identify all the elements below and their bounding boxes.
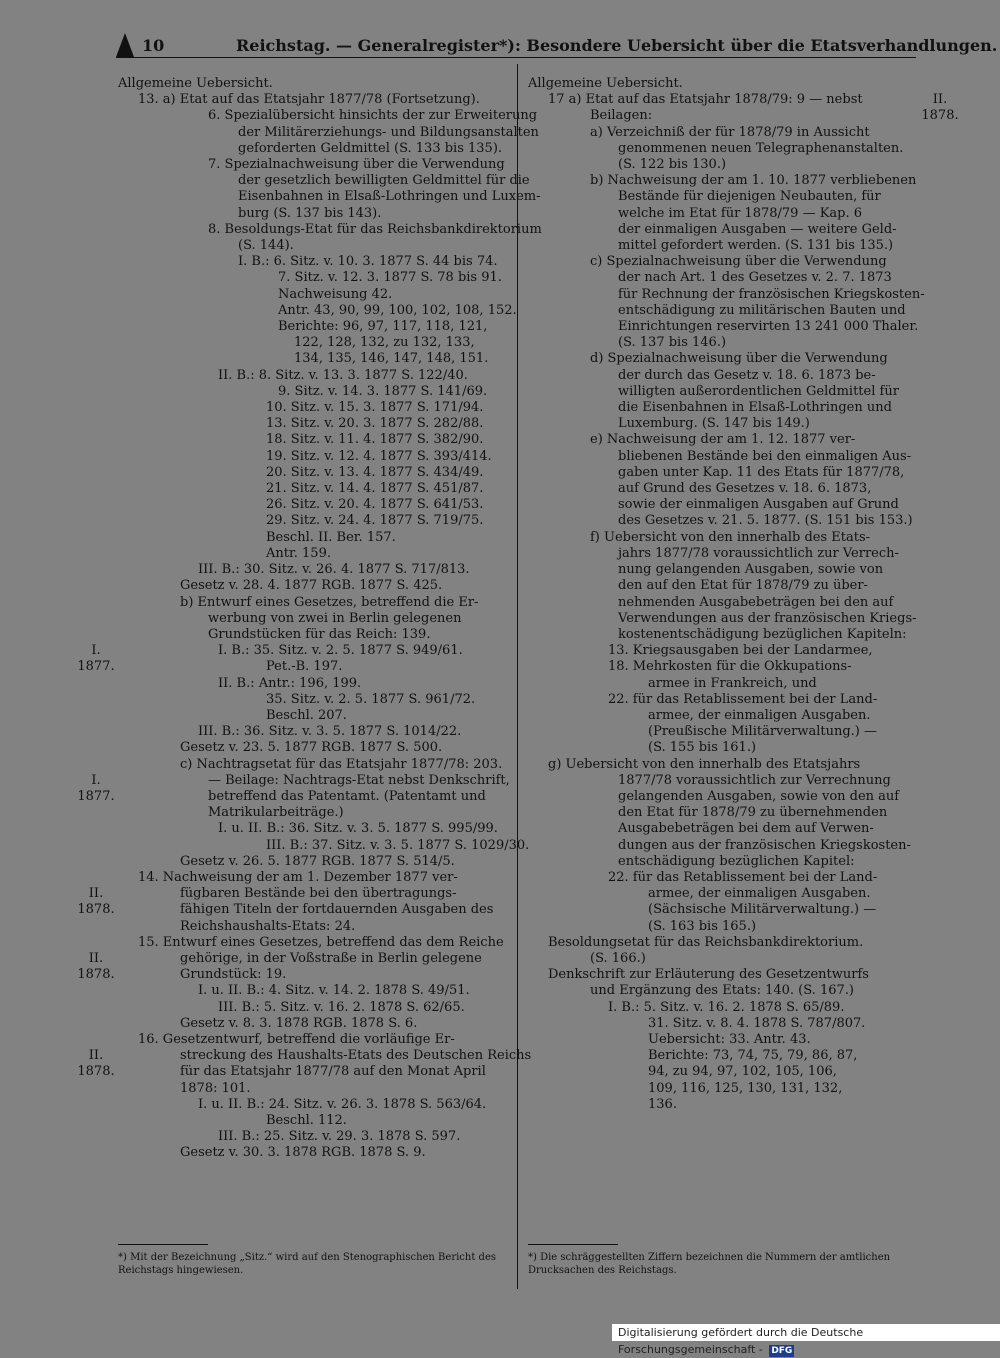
text-line: g) Uebersicht von den innerhalb des Etatsjahrs bbox=[548, 756, 861, 772]
text-line: gelangenden Ausgaben, sowie von den auf bbox=[618, 788, 900, 804]
text-line: armee, der einmaligen Ausgaben. bbox=[648, 707, 871, 723]
text-line: II. B.: Antr.: 196, 199. bbox=[218, 675, 362, 691]
margin-note-line: 1878. bbox=[77, 1064, 115, 1080]
text-line: genommenen neuen Telegraphenanstalten. bbox=[618, 140, 904, 156]
text-line: 19. Sitz. v. 12. 4. 1877 S. 393/414. bbox=[266, 448, 492, 464]
text-line: Berichte: 96, 97, 117, 118, 121, bbox=[278, 319, 488, 335]
text-line: III. B.: 5. Sitz. v. 16. 2. 1878 S. 62/65. bbox=[218, 999, 465, 1015]
text-line: armee in Frankreich, und bbox=[648, 675, 817, 691]
text-line: 29. Sitz. v. 24. 4. 1877 S. 719/75. bbox=[266, 513, 484, 529]
text-line: Beschl. 112. bbox=[266, 1113, 347, 1128]
text-line: Gesetz v. 30. 3. 1878 RGB. 1878 S. 9. bbox=[180, 1145, 426, 1161]
text-line: II. B.: 8. Sitz. v. 13. 3. 1877 S. 122/40. bbox=[218, 367, 468, 383]
text-line: 13. Kriegsausgaben bei der Landarmee, bbox=[608, 643, 873, 659]
text-line: Gesetz v. 26. 5. 1877 RGB. 1877 S. 514/5. bbox=[180, 853, 455, 869]
text-line: I. u. II. B.: 36. Sitz. v. 3. 5. 1877 S. 995/99. bbox=[218, 821, 498, 837]
text-line: a) Verzeichniß der für 1878/79 in Aussicht bbox=[590, 124, 870, 140]
text-line: I. u. II. B.: 24. Sitz. v. 26. 3. 1878 S. 563/64. bbox=[198, 1096, 487, 1112]
text-line: 14. Nachweisung der am 1. Dezember 1877 ver- bbox=[138, 869, 458, 885]
margin-note-line: II. bbox=[88, 950, 104, 966]
text-line: geforderten Geldmittel (S. 133 bis 135). bbox=[238, 140, 503, 156]
text-line: d) Spezialnachweisung über die Verwendung bbox=[590, 351, 888, 367]
text-line: 109, 116, 125, 130, 131, 132, bbox=[648, 1080, 843, 1096]
text-line: 1878: 101. bbox=[180, 1080, 251, 1096]
text-line: Gesetz v. 8. 3. 1878 RGB. 1878 S. 6. bbox=[180, 1015, 418, 1031]
text-line: 26. Sitz. v. 20. 4. 1877 S. 641/53. bbox=[266, 497, 484, 513]
text-line: 7. Sitz. v. 12. 3. 1877 S. 78 bis 91. bbox=[278, 270, 502, 286]
margin-note-line: II. bbox=[88, 886, 104, 901]
text-line: Eisenbahnen in Elsaß-Lothringen und Luxem- bbox=[238, 189, 541, 205]
text-line: mittel gefordert werden. (S. 131 bis 135.) bbox=[618, 238, 894, 254]
text-line: 8. Besoldungs-Etat für das Reichsbankdirektorium bbox=[208, 221, 542, 237]
column-divider bbox=[517, 64, 518, 1289]
text-line: 7. Spezialnachweisung über die Verwendung bbox=[208, 157, 505, 173]
text-line: fügbaren Bestände bei den übertragungs- bbox=[180, 886, 457, 902]
text-line: Denkschrift zur Erläuterung des Gesetzentwurfs bbox=[548, 967, 869, 983]
text-line: 136. bbox=[648, 1096, 677, 1112]
margin-note bbox=[66, 886, 126, 918]
text-line: (S. 144). bbox=[238, 238, 294, 254]
margin-note-line: 1878. bbox=[77, 967, 115, 982]
text-line: Antr. 159. bbox=[266, 545, 331, 561]
text-line: 13. Sitz. v. 20. 3. 1877 S. 282/88. bbox=[266, 416, 484, 432]
text-line: Matrikularbeiträge.) bbox=[208, 805, 344, 821]
margin-note-line: 1877. bbox=[77, 788, 115, 804]
text-line: Gesetz v. 23. 5. 1877 RGB. 1877 S. 500. bbox=[180, 740, 443, 756]
text-line: entschädigung bezüglichen Kapitel: bbox=[618, 853, 855, 869]
text-line: III. B.: 30. Sitz. v. 26. 4. 1877 S. 717/813. bbox=[198, 562, 470, 578]
text-line: sowie der einmaligen Ausgaben auf Grund bbox=[618, 497, 899, 513]
text-line: 9. Sitz. v. 14. 3. 1877 S. 141/69. bbox=[278, 383, 488, 399]
text-line: die Eisenbahnen in Elsaß-Lothringen und bbox=[618, 400, 892, 416]
right-column bbox=[528, 76, 925, 1113]
text-line: 10. Sitz. v. 15. 3. 1877 S. 171/94. bbox=[266, 400, 484, 416]
text-line: fähigen Titeln der fortdauernden Ausgaben des bbox=[180, 902, 494, 918]
margin-note bbox=[66, 1048, 126, 1080]
text-line: Uebersicht: 33. Antr. 43. bbox=[648, 1031, 811, 1047]
dfg-logo-icon: DFG bbox=[771, 1346, 793, 1356]
text-line: den auf den Etat für 1878/79 zu über- bbox=[618, 578, 868, 594]
text-line: (S. 163 bis 165.) bbox=[648, 918, 757, 934]
text-line: b) Entwurf eines Gesetzes, betreffend die Er- bbox=[180, 594, 479, 610]
text-line: 20. Sitz. v. 13. 4. 1877 S. 434/49. bbox=[266, 464, 484, 480]
text-line: Gesetz v. 28. 4. 1877 RGB. 1877 S. 425. bbox=[180, 578, 443, 594]
text-line: Grundstücken für das Reich: 139. bbox=[208, 626, 431, 642]
text-line: (S. 122 bis 130.) bbox=[618, 157, 727, 173]
text-line: (S. 155 bis 161.) bbox=[648, 740, 757, 756]
text-line: I. B.: 5. Sitz. v. 16. 2. 1878 S. 65/89. bbox=[608, 999, 845, 1015]
text-line: gehörige, in der Voßstraße in Berlin gelegene bbox=[180, 950, 482, 966]
text-line: dungen aus der französischen Kriegskosten- bbox=[618, 837, 911, 853]
header-rule bbox=[116, 57, 916, 58]
text-line: Beilagen: bbox=[590, 108, 653, 124]
text-line: 31. Sitz. v. 8. 4. 1878 S. 787/807. bbox=[648, 1015, 866, 1031]
text-line: Ausgabebeträgen bei dem auf Verwen- bbox=[618, 821, 874, 837]
text-line: I. u. II. B.: 4. Sitz. v. 14. 2. 1878 S. 49/51. bbox=[198, 983, 470, 999]
text-line: 22. für das Retablissement bei der Land- bbox=[608, 869, 878, 885]
margin-note-line: II. bbox=[88, 1048, 104, 1063]
text-line: 6. Spezialübersicht hinsichts der zur Erweiterung bbox=[208, 108, 538, 124]
text-line: Allgemeine Uebersicht. bbox=[118, 76, 273, 91]
text-line: 22. für das Retablissement bei der Land- bbox=[608, 691, 878, 707]
text-line: I. B.: 6. Sitz. v. 10. 3. 1877 S. 44 bis 74. bbox=[238, 254, 498, 270]
text-line: 35. Sitz. v. 2. 5. 1877 S. 961/72. bbox=[266, 691, 476, 707]
text-line: 122, 128, 132, zu 132, 133, bbox=[294, 335, 475, 351]
text-line: der nach Art. 1 des Gesetzes v. 2. 7. 1873 bbox=[618, 270, 892, 286]
text-line: (Sächsische Militärverwaltung.) — bbox=[648, 902, 877, 918]
dfg-credit-text: Digitalisierung gefördert durch die Deutsche Forschungsgemeinschaft - bbox=[618, 1326, 864, 1356]
text-line: Beschl. II. Ber. 157. bbox=[266, 529, 396, 545]
text-line: (S. 166.) bbox=[590, 950, 646, 966]
text-line: der gesetzlich bewilligten Geldmittel für die bbox=[238, 173, 530, 189]
text-line: Reichshaushalts-Etats: 24. bbox=[180, 918, 356, 934]
text-line: kostenentschädigung bezüglichen Kapiteln: bbox=[618, 626, 907, 642]
text-line: (S. 137 bis 146.) bbox=[618, 335, 727, 351]
margin-note bbox=[66, 773, 126, 805]
text-line: Beschl. 207. bbox=[266, 707, 347, 723]
text-line: bliebenen Bestände bei den einmaligen Aus- bbox=[618, 448, 912, 464]
text-line: der einmaligen Ausgaben — weitere Geld- bbox=[618, 221, 897, 237]
text-line: I. B.: 35. Sitz. v. 2. 5. 1877 S. 949/61. bbox=[218, 643, 463, 659]
margin-note-line: 1877. bbox=[77, 659, 115, 675]
margin-note bbox=[910, 92, 970, 124]
text-line: Verwendungen aus der französischen Kriegs- bbox=[618, 610, 917, 626]
text-line: III. B.: 37. Sitz. v. 3. 5. 1877 S. 1029/30. bbox=[266, 837, 530, 853]
text-line: III. B.: 25. Sitz. v. 29. 3. 1878 S. 597. bbox=[218, 1129, 461, 1145]
text-line: Allgemeine Uebersicht. bbox=[528, 76, 683, 91]
text-line: Antr. 43, 90, 99, 100, 102, 108, 152. bbox=[278, 302, 517, 318]
page-header bbox=[116, 33, 998, 59]
text-line: Besoldungsetat für das Reichsbankdirektorium. bbox=[548, 934, 864, 950]
text-line: 1877/78 voraussichtlich zur Verrechnung bbox=[618, 772, 891, 788]
left-column bbox=[118, 76, 542, 1162]
text-line: welche im Etat für 1878/79 — Kap. 6 bbox=[618, 205, 863, 221]
text-line: willigten außerordentlichen Geldmittel für bbox=[618, 383, 899, 399]
text-line: c) Nachtragsetat für das Etatsjahr 1877/78: 203. bbox=[180, 756, 503, 772]
text-line: 18. Sitz. v. 11. 4. 1877 S. 382/90. bbox=[266, 432, 484, 448]
margin-note bbox=[66, 643, 126, 675]
dfg-credit-bar bbox=[612, 1324, 1000, 1356]
text-line: Berichte: 73, 74, 75, 79, 86, 87, bbox=[648, 1048, 858, 1064]
text-line: nehmenden Ausgabebeträgen bei den auf bbox=[618, 594, 894, 610]
page-number: 10 bbox=[142, 36, 165, 55]
text-line: Nachweisung 42. bbox=[278, 286, 393, 302]
text-line: den Etat für 1878/79 zu übernehmenden bbox=[618, 805, 888, 821]
footnote-rule-right bbox=[528, 1244, 618, 1245]
text-line: auf Grund des Gesetzes v. 18. 6. 1873, bbox=[618, 481, 872, 497]
text-line: 134, 135, 146, 147, 148, 151. bbox=[294, 351, 489, 367]
margin-note-line: I. bbox=[91, 643, 101, 658]
text-line: werbung von zwei in Berlin gelegenen bbox=[208, 610, 462, 626]
text-line: 13. a) Etat auf das Etatsjahr 1877/78 (Fortsetzung). bbox=[138, 92, 480, 108]
text-line: 18. Mehrkosten für die Okkupations- bbox=[608, 659, 852, 675]
text-line: entschädigung zu militärischen Bauten und bbox=[618, 302, 906, 318]
text-line: betreffend das Patentamt. (Patentamt und bbox=[208, 788, 486, 804]
margin-note bbox=[66, 951, 126, 983]
text-line: Grundstück: 19. bbox=[180, 967, 287, 983]
text-line: 17 a) Etat auf das Etatsjahr 1878/79: 9 — nebst bbox=[548, 92, 863, 108]
text-line: — Beilage: Nachtrags-Etat nebst Denkschrift, bbox=[208, 772, 510, 788]
text-line: III. B.: 36. Sitz. v. 3. 5. 1877 S. 1014/22. bbox=[198, 724, 462, 740]
text-line: 94, zu 94, 97, 102, 105, 106, bbox=[648, 1064, 837, 1080]
text-line: c) Spezialnachweisung über die Verwendung bbox=[590, 254, 887, 270]
text-line: e) Nachweisung der am 1. 12. 1877 ver- bbox=[590, 432, 856, 448]
text-line: für das Etatsjahr 1877/78 auf den Monat April bbox=[180, 1064, 486, 1080]
text-line: b) Nachweisung der am 1. 10. 1877 verbliebenen bbox=[590, 173, 917, 189]
text-line: Bestände für diejenigen Neubauten, für bbox=[618, 189, 881, 205]
text-line: 16. Gesetzentwurf, betreffend die vorläufige Er- bbox=[138, 1031, 455, 1047]
text-line: 15. Entwurf eines Gesetzes, betreffend das dem Reiche bbox=[138, 934, 504, 950]
footnote-right: *) Die schräggestellten Ziffern bezeichnen die Nummern der amtlichen Drucksachen des Reichstags. bbox=[528, 1252, 891, 1276]
text-line: Pet.-B. 197. bbox=[266, 659, 343, 675]
margin-note-line: I. bbox=[91, 772, 101, 788]
text-line: (Preußische Militärverwaltung.) — bbox=[648, 724, 877, 740]
text-line: streckung des Haushalts-Etats des Deutschen Reichs bbox=[180, 1048, 532, 1064]
margin-note-line: 1878. bbox=[77, 902, 115, 918]
text-line: Luxemburg. (S. 147 bis 149.) bbox=[618, 416, 810, 432]
text-line: der durch das Gesetz v. 18. 6. 1873 be- bbox=[618, 367, 876, 383]
text-line: f) Uebersicht von den innerhalb des Etats- bbox=[590, 529, 871, 545]
triangle-marker-icon bbox=[116, 33, 134, 57]
text-line: und Ergänzung des Etats: 140. (S. 167.) bbox=[590, 983, 854, 999]
text-line: gaben unter Kap. 11 des Etats für 1877/78, bbox=[618, 464, 905, 480]
text-line: nung gelangenden Ausgaben, sowie von bbox=[618, 562, 884, 578]
text-line: 21. Sitz. v. 14. 4. 1877 S. 451/87. bbox=[266, 481, 484, 497]
text-line: des Gesetzes v. 21. 5. 1877. (S. 151 bis 153.) bbox=[618, 513, 913, 529]
footnote-rule-left bbox=[118, 1244, 208, 1245]
footnote-left: *) Mit der Bezeichnung „Sitz.“ wird auf den Stenographischen Bericht des Reichstags hingewiesen. bbox=[118, 1252, 496, 1276]
margin-note-line: 1878. bbox=[921, 108, 959, 124]
text-line: burg (S. 137 bis 143). bbox=[238, 205, 382, 221]
text-line: der Militärerziehungs- und Bildungsanstalten bbox=[238, 124, 539, 140]
text-line: jahrs 1877/78 voraussichtlich zur Verrech- bbox=[618, 545, 899, 561]
text-line: Einrichtungen reservirten 13 241 000 Thaler. bbox=[618, 319, 919, 335]
text-line: armee, der einmaligen Ausgaben. bbox=[648, 886, 871, 902]
text-line: für Rechnung der französischen Kriegskosten- bbox=[618, 286, 925, 302]
page-title: Reichstag. — Generalregister*): Besondere Uebersicht über die Etatsverhandlungen. bbox=[236, 36, 998, 55]
margin-note-line: II. bbox=[932, 92, 948, 108]
